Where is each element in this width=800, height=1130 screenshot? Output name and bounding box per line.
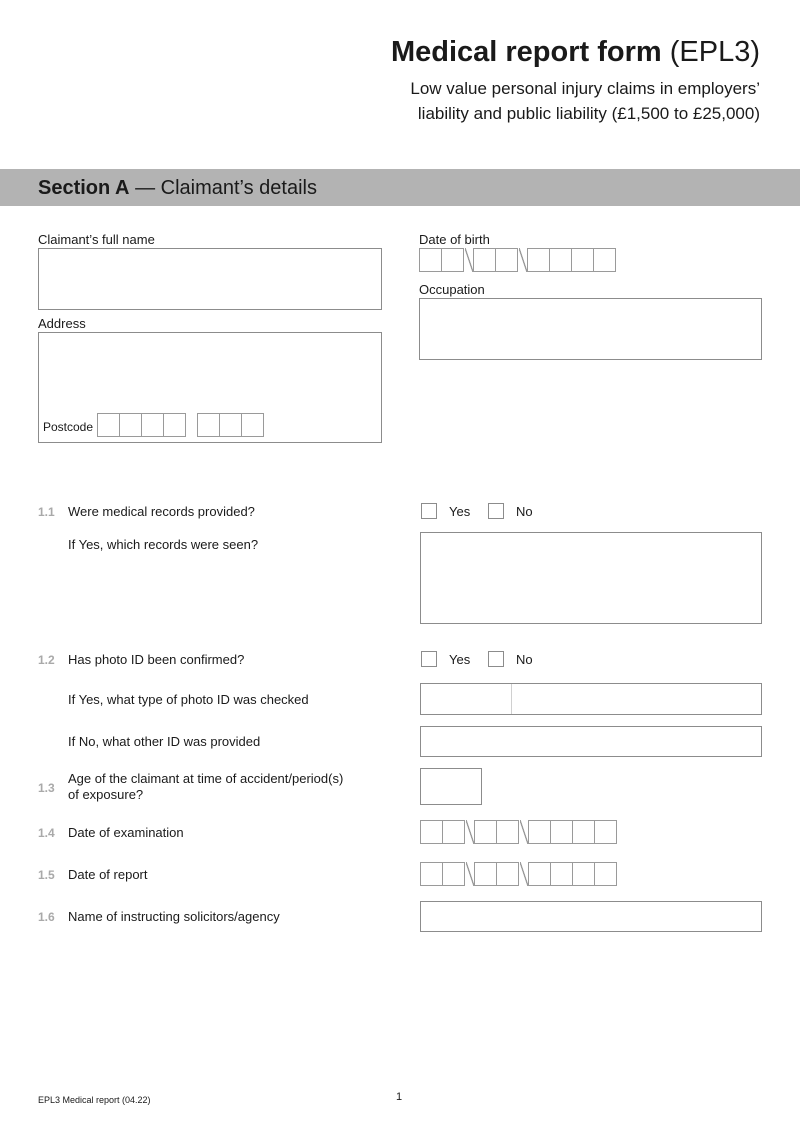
report-year-cell[interactable] [550, 862, 573, 886]
question-claimant-age-line2: of exposure? [68, 787, 144, 802]
other-id-label: If No, what other ID was provided [68, 734, 261, 749]
question-number: 1.4 [38, 826, 55, 840]
report-date-field[interactable] [420, 862, 617, 886]
postcode-cell[interactable] [197, 413, 220, 437]
form-title-main: Medical report form [390, 36, 662, 68]
date-separator [466, 862, 474, 886]
section-a-title-rest: — Claimant’s details [135, 177, 317, 199]
date-separator [520, 820, 528, 844]
exam-year-cell[interactable] [550, 820, 573, 844]
report-year-cell[interactable] [572, 862, 595, 886]
exam-date-field[interactable] [420, 820, 617, 844]
question-claimant-age-line1: Age of the claimant at time of accident/period(s) [68, 771, 344, 786]
report-year-cell[interactable] [594, 862, 617, 886]
exam-year-cell[interactable] [528, 820, 551, 844]
other-id-field[interactable] [420, 726, 762, 757]
yes-label: Yes [449, 652, 471, 667]
question-photo-id: Has photo ID been confirmed? [68, 652, 245, 667]
dob-label: Date of birth [419, 232, 490, 247]
dob-month-cell[interactable] [473, 248, 496, 272]
form-subtitle-line1: Low value personal injury claims in employers’ [410, 79, 760, 98]
footer-form-ref: EPL3 Medical report (04.22) [38, 1095, 151, 1105]
exam-day-cell[interactable] [420, 820, 443, 844]
postcode-cell[interactable] [119, 413, 142, 437]
claimant-name-field[interactable] [38, 248, 382, 310]
exam-year-cell[interactable] [594, 820, 617, 844]
date-separator [520, 862, 528, 886]
no-label: No [516, 504, 533, 519]
exam-day-cell[interactable] [442, 820, 465, 844]
postcode-inward-field[interactable] [197, 413, 264, 437]
question-instructing-solicitors: Name of instructing solicitors/agency [68, 909, 280, 924]
exam-month-cell[interactable] [496, 820, 519, 844]
exam-year-cell[interactable] [572, 820, 595, 844]
postcode-cell[interactable] [163, 413, 186, 437]
question-exam-date: Date of examination [68, 825, 184, 840]
report-day-cell[interactable] [442, 862, 465, 886]
dob-day-cell[interactable] [441, 248, 464, 272]
question-medical-records: Were medical records provided? [68, 504, 255, 519]
question-number: 1.3 [38, 781, 55, 795]
report-year-cell[interactable] [528, 862, 551, 886]
dob-field[interactable] [419, 248, 616, 272]
question-number: 1.6 [38, 910, 55, 924]
form-title-code: (EPL3) [669, 36, 760, 68]
yes-label: Yes [449, 504, 471, 519]
form-title [391, 34, 760, 70]
section-a-title [38, 176, 317, 200]
postcode-cell[interactable] [219, 413, 242, 437]
section-a-title-bold: Section A [38, 177, 130, 199]
medical-records-yes-checkbox[interactable] [421, 503, 437, 519]
no-label: No [516, 652, 533, 667]
question-claimant-age [68, 771, 343, 803]
medical-records-no-checkbox[interactable] [488, 503, 504, 519]
date-separator [519, 248, 527, 272]
question-number: 1.2 [38, 653, 55, 667]
dob-year-cell[interactable] [527, 248, 550, 272]
dob-day-cell[interactable] [419, 248, 442, 272]
dob-year-cell[interactable] [549, 248, 572, 272]
date-separator [466, 820, 474, 844]
claimant-age-field[interactable] [420, 768, 482, 805]
instructing-solicitors-field[interactable] [420, 901, 762, 932]
report-month-cell[interactable] [496, 862, 519, 886]
page-number: 1 [396, 1091, 403, 1103]
photo-id-yes-checkbox[interactable] [421, 651, 437, 667]
photo-id-no-checkbox[interactable] [488, 651, 504, 667]
photo-id-type-label: If Yes, what type of photo ID was checked [68, 692, 309, 707]
report-month-cell[interactable] [474, 862, 497, 886]
question-report-date: Date of report [68, 867, 148, 882]
occupation-label: Occupation [419, 282, 485, 297]
form-subtitle [410, 76, 760, 126]
report-day-cell[interactable] [420, 862, 443, 886]
field-divider [511, 684, 512, 714]
exam-month-cell[interactable] [474, 820, 497, 844]
records-seen-label: If Yes, which records were seen? [68, 537, 259, 552]
question-number: 1.5 [38, 868, 55, 882]
records-seen-field[interactable] [420, 532, 762, 624]
claimant-name-label: Claimant’s full name [38, 232, 155, 247]
occupation-field[interactable] [419, 298, 762, 360]
postcode-cell[interactable] [141, 413, 164, 437]
dob-month-cell[interactable] [495, 248, 518, 272]
question-number: 1.1 [38, 505, 55, 519]
postcode-cell[interactable] [97, 413, 120, 437]
date-separator [465, 248, 473, 272]
photo-id-type-field[interactable] [420, 683, 762, 715]
postcode-cell[interactable] [241, 413, 264, 437]
form-subtitle-line2: liability and public liability (£1,500 to £25,000) [417, 104, 760, 123]
postcode-outward-field[interactable] [97, 413, 186, 437]
dob-year-cell[interactable] [593, 248, 616, 272]
dob-year-cell[interactable] [571, 248, 594, 272]
address-label: Address [38, 316, 86, 331]
section-a-header [0, 169, 800, 206]
postcode-label: Postcode [43, 420, 94, 434]
